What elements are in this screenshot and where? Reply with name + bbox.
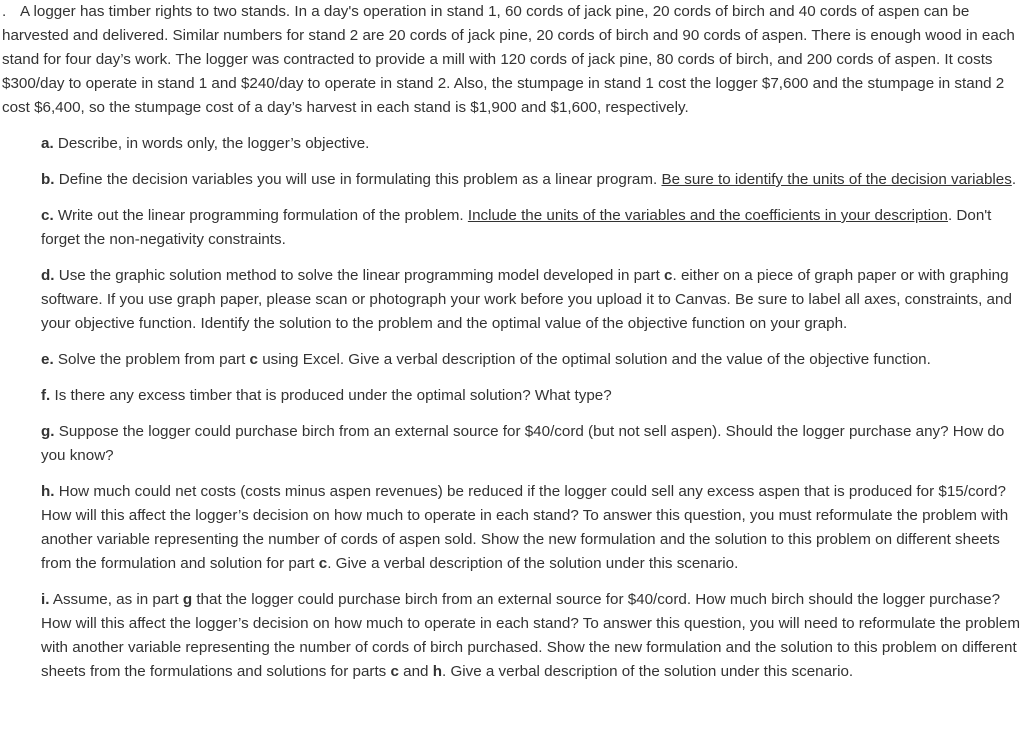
part-i-ref3: h [432, 663, 442, 680]
part-d-label: d. [41, 267, 55, 284]
part-i-text2: that the logger could purchase birch from an external source for $40/cord. How much birch should the logger purchase? How will this affect the logger’s decision on how much to operate in each stand? To answer this question, you will need to reformulate the problem with another variable representing the number of cords of birch purchased. Show the new formulation and the solution to this problem on different sheets from the formulations and solutions for parts [41, 591, 1021, 680]
part-i-ref1: g [182, 591, 193, 608]
question-parts [41, 132, 1021, 696]
part-d [41, 264, 1021, 336]
part-b-text: Define the decision variables you will use in formulating this problem as a linear program. [54, 171, 662, 188]
part-h-ref: c [318, 555, 328, 572]
part-e [41, 348, 1021, 372]
part-d-text1: Use the graphic solution method to solve the linear programming model developed in part [54, 267, 665, 284]
problem-intro [2, 0, 1026, 120]
part-i-text4: . Give a verbal description of the solution under this scenario. [442, 663, 854, 680]
part-c [41, 204, 1021, 252]
part-c-text: Write out the linear programming formulation of the problem. [53, 207, 468, 224]
part-h [41, 480, 1021, 576]
part-g-text: Suppose the logger could purchase birch from an external source for $40/cord (but not sell aspen). Should the logger purchase any? How do you know? [41, 423, 1005, 464]
intro-text: A logger has timber rights to two stands. In a day's operation in stand 1, 60 cords of jack pine, 20 cords of birch and 40 cords of aspen can be harvested and delivered. Similar numbers for stand 2 are 20 cords of jack pine, 20 cords of birch and 90 cords of aspen. There is enough wood in each stand for four day’s work. The logger was contracted to provide a mill with 120 cords of jack pine, 80 cords of birch, and 200 cords of aspen. It costs $300/day to operate in stand 1 and $240/day to operate in stand 2. Also, the stumpage in stand 1 cost the logger $7,600 and the stumpage in stand 2 cost $6,400, so the stumpage cost of a day’s harvest in each stand is $1,900 and $1,600, respectively. [2, 3, 1015, 116]
part-c-tail: . Don't forget the non-negativity constraints. [41, 207, 992, 248]
part-e-label: e. [41, 351, 54, 368]
intro-bullet: . [2, 3, 7, 20]
part-d-text2: . either on a piece of graph paper or with graphing software. If you use graph paper, please scan or photograph your work before you upload it to Canvas. Be sure to label all axes, constraints, and your objective function. Identify the solution to the problem and the optimal value of the objective function on your graph. [41, 267, 1012, 332]
part-h-label: h. [41, 483, 55, 500]
part-e-ref: c [249, 351, 258, 368]
part-h-text2: . Give a verbal description of the solution under this scenario. [327, 555, 739, 572]
part-i-label: i. [41, 591, 50, 608]
part-i [41, 588, 1021, 684]
part-f-label: f. [41, 387, 51, 404]
part-b-underlined: Be sure to identify the units of the decision variables [661, 171, 1012, 188]
part-b-tail: . [1011, 171, 1017, 188]
part-a-text: Describe, in words only, the logger’s objective. [53, 135, 370, 152]
part-c-label: c. [41, 207, 54, 224]
part-f-text: Is there any excess timber that is produced under the optimal solution? What type? [50, 387, 612, 404]
part-i-text3: and [398, 663, 433, 680]
part-h-text1: How much could net costs (costs minus aspen revenues) be reduced if the logger could sell any excess aspen that is produced for $15/cord? How will this affect the logger’s decision on how much to operate in each stand? To answer this question, you must reformulate the problem with another variable representing the number of cords of aspen sold. Show the new formulation and the solution to this problem on different sheets from the formulation and solution for part [41, 483, 1009, 572]
part-c-underlined: Include the units of the variables and the coefficients in your description [467, 207, 948, 224]
part-a [41, 132, 1021, 156]
part-g-label: g. [41, 423, 55, 440]
part-e-text2: using Excel. Give a verbal description of the optimal solution and the value of the objective function. [257, 351, 931, 368]
part-f [41, 384, 1021, 408]
part-a-label: a. [41, 135, 54, 152]
part-g [41, 420, 1021, 468]
part-b [41, 168, 1021, 192]
part-e-text1: Solve the problem from part [53, 351, 250, 368]
part-b-label: b. [41, 171, 55, 188]
part-i-text1: Assume, as in part [49, 591, 183, 608]
part-i-ref2: c [390, 663, 399, 680]
part-d-ref: c [664, 267, 673, 284]
